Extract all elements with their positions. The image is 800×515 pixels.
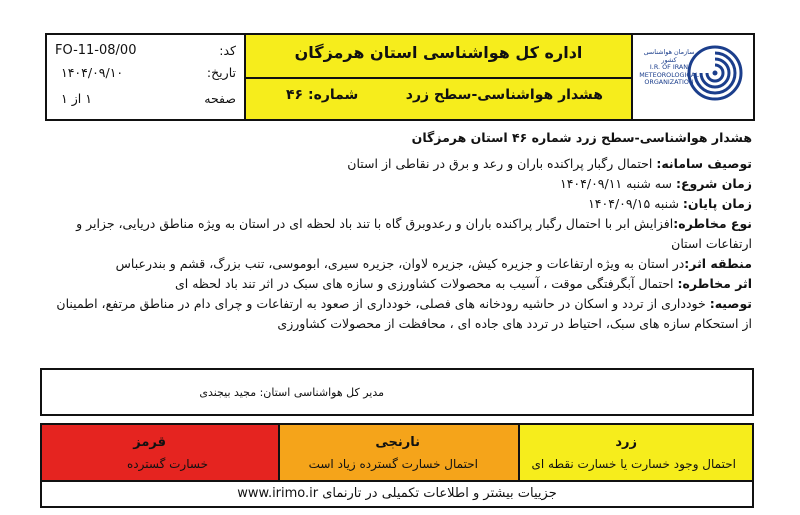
effect-line xyxy=(50,274,752,294)
hazard-text: افزایش ابر با احتمال رگبار پراکنده باران و رعدوبرق گاه با تند باد لحظه ای در استان به ویژه مناطق دریایی، جزایر و ارتفاعات استان xyxy=(76,216,752,251)
date-label: تاریخ: xyxy=(206,65,236,80)
advice-line xyxy=(50,294,752,334)
organization-logo xyxy=(639,43,749,115)
area-text: در استان به ویژه ارتفاعات و جزیره کیش، جزیره لاوان، جزیره سیری، ابوموسی، تنب بزرگ، قشم و بندرعباس xyxy=(115,256,685,271)
warning-body xyxy=(50,128,752,334)
start-line xyxy=(50,174,752,194)
end-text: شنبه ۱۴۰۴/۰۹/۱۵ xyxy=(588,196,683,211)
start-label: زمان شروع: xyxy=(675,176,752,191)
hazard-line xyxy=(50,214,752,254)
effect-text: احتمال آبگرفتگی موقت ، آسیب به محصولات کشاورزی و سازه های سبک در اثر تند باد لحظه ای xyxy=(174,276,678,291)
page-label: صفحه xyxy=(204,91,236,106)
code-label: کد: xyxy=(219,43,236,58)
header-meta-cell xyxy=(47,35,244,119)
header-divider xyxy=(246,77,631,79)
page-title: اداره کل هواشناسی استان هرمزگان xyxy=(294,43,583,62)
level-orange xyxy=(278,425,518,480)
date-value: ۱۴۰۴/۰۹/۱۰ xyxy=(61,65,124,80)
level-red-name: قرمز xyxy=(133,435,166,450)
logo-cell xyxy=(631,35,753,119)
header-title-cell xyxy=(244,35,631,119)
warning-levels-table xyxy=(40,423,754,482)
signature-text: مدیر کل هواشناسی استان: مجید بیجندی xyxy=(199,386,384,399)
page-value: ۱ از ۱ xyxy=(61,91,92,106)
system-line xyxy=(50,154,752,174)
header-table xyxy=(45,33,755,121)
level-red xyxy=(42,425,278,480)
level-yellow xyxy=(518,425,752,480)
system-label: توصیف سامانه: xyxy=(656,156,752,171)
signature-box xyxy=(40,368,754,416)
advice-label: توصیه: xyxy=(709,296,752,311)
system-text: احتمال رگبار پراکنده باران و رعد و برق در نقاطی از استان xyxy=(347,156,657,171)
warning-heading: هشدار هواشناسی-سطح زرد شماره ۴۶ استان هرمزگان xyxy=(411,130,752,145)
level-red-desc: خسارت گسترده xyxy=(127,457,208,471)
end-line xyxy=(50,194,752,214)
level-yellow-name: زرد xyxy=(615,435,637,450)
spiral-logo-icon xyxy=(687,45,743,101)
logo-text: سازمان هواشناسی کشور I.R. OF IRAN METEOROLOGICAL ORGANIZATION xyxy=(639,48,699,87)
start-text: سه شنبه ۱۴۰۴/۰۹/۱۱ xyxy=(560,176,676,191)
hazard-label: نوع مخاطره: xyxy=(673,216,752,231)
warning-level-subtitle: هشدار هواشناسی-سطح زرد xyxy=(405,87,603,103)
code-value: FO-11-08/00 xyxy=(55,43,137,58)
end-label: زمان پایان: xyxy=(682,196,752,211)
warning-number: شماره: ۴۶ xyxy=(286,87,359,103)
level-yellow-desc: احتمال وجود خسارت یا خسارت نقطه ای xyxy=(531,457,736,471)
area-label: منطقه اثر: xyxy=(684,256,752,271)
effect-label: اثر مخاطره: xyxy=(677,276,752,291)
level-orange-name: نارنجی xyxy=(375,435,420,450)
level-orange-desc: احتمال خسارت گسترده زیاد است xyxy=(308,457,478,471)
area-line xyxy=(50,254,752,274)
advice-text: خودداری از تردد و اسکان در حاشیه رودخانه های فصلی، خودداری از صعود به ارتفاعات و چرای دام در مناطق مرتفع، اطمینان از استحکام سازه های سبک، احتیاط در تردد های جاده ای ، محافظت از محصولات کشاورزی xyxy=(56,296,752,331)
footer-website: جزییات بیشتر و اطلاعات تکمیلی در تارنمای www.irimo.ir xyxy=(40,482,754,508)
